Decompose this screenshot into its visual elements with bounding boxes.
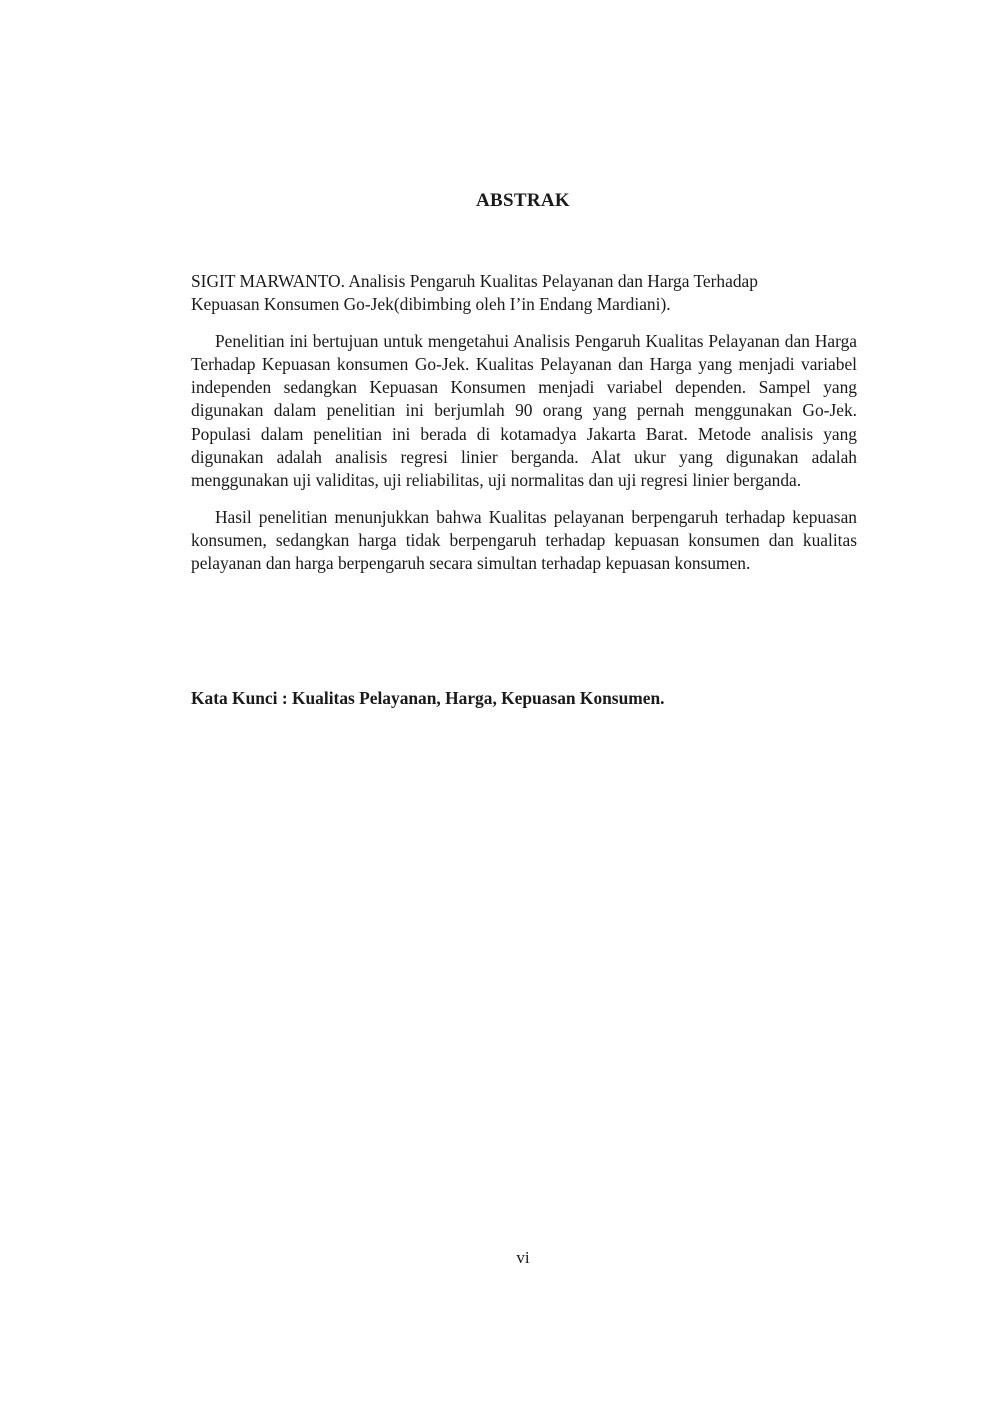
keywords-line: Kata Kunci : Kualitas Pelayanan, Harga, Kepuasan Konsumen.: [191, 688, 665, 708]
abstract-paragraph-1: Penelitian ini bertujuan untuk mengetahui Analisis Pengaruh Kualitas Pelayanan dan Harga Terhadap Kepuasan konsumen Go-Jek. Kualitas Pelayanan dan Harga yang menjadi variabel independen sedangkan Kepuasan Konsumen menjadi variabel dependen. Sampel yang digunakan dalam penelitian ini berjumlah 90 orang yang pernah menggunakan Go-Jek. Populasi dalam penelitian ini berada di kotamadya Jakarta Barat. Metode analisis yang digunakan adalah analisis regresi linier berganda. Alat ukur yang digunakan adalah menggunakan uji validitas, uji reliabilitas, uji normalitas dan uji regresi linier berganda.: [191, 331, 857, 490]
author-line-1: SIGIT MARWANTO. Analisis Pengaruh Kualitas Pelayanan dan Harga Terhadap: [191, 271, 758, 291]
abstract-body: [191, 270, 857, 575]
author-line-2: Kepuasan Konsumen Go-Jek(dibimbing oleh I’in Endang Mardiani).: [191, 294, 671, 315]
abstract-paragraph-2: Hasil penelitian menunjukkan bahwa Kualitas pelayanan berpengaruh terhadap kepuasan konsumen, sedangkan harga tidak berpengaruh terhadap kepuasan konsumen dan kualitas pelayanan dan harga berpengaruh secara simultan terhadap kepuasan konsumen.: [191, 506, 857, 574]
page-number: vi: [516, 1248, 530, 1267]
page-title: ABSTRAK: [476, 190, 570, 211]
